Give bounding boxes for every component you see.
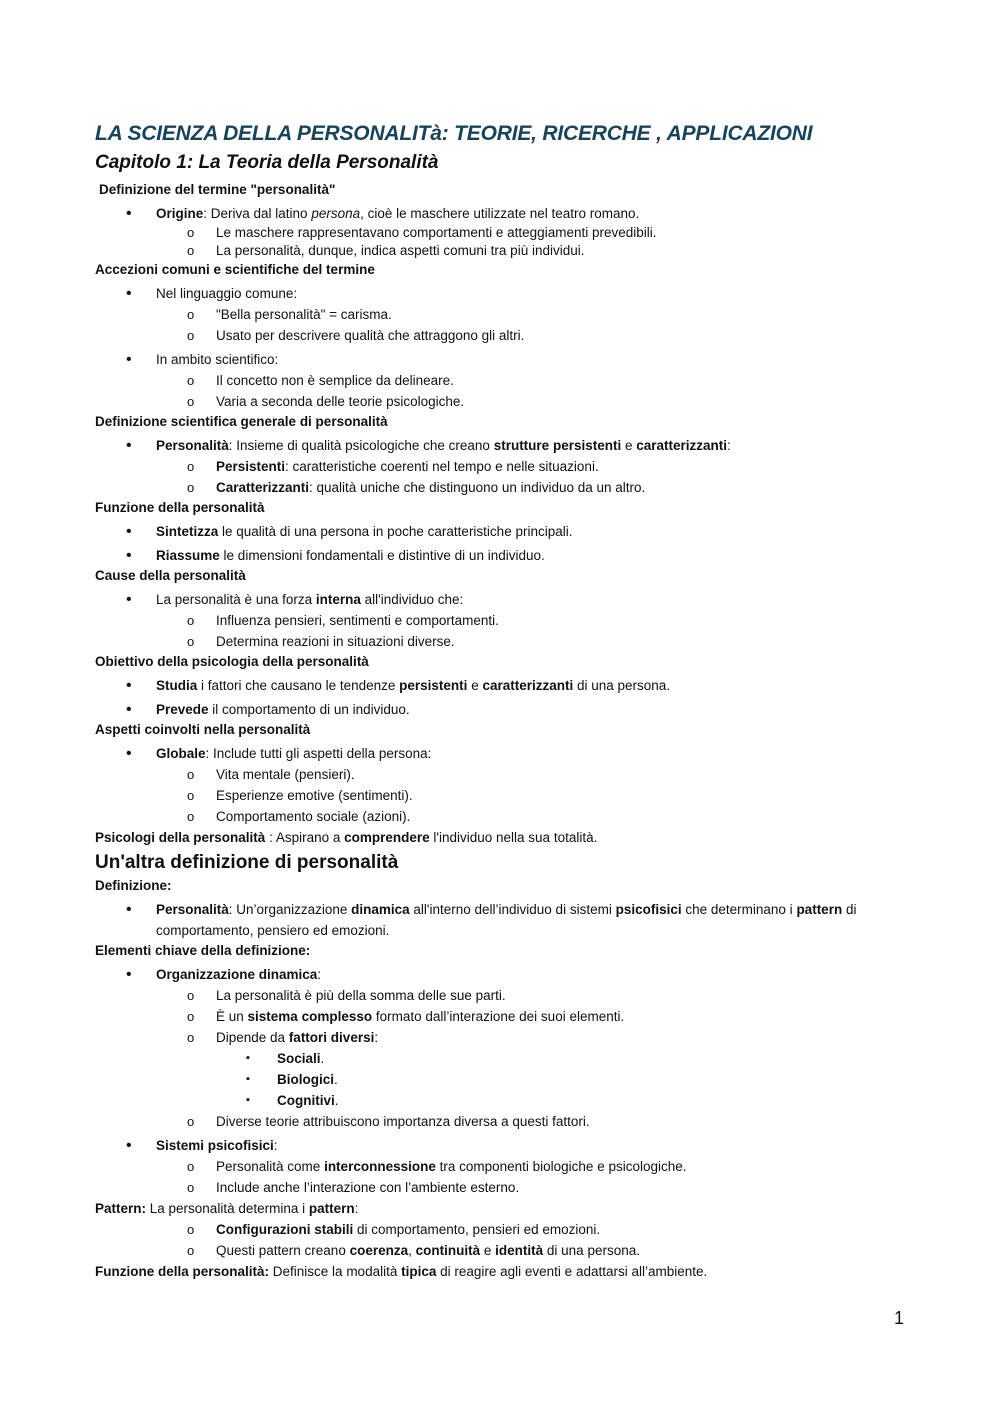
bullet-marker: •	[126, 547, 132, 564]
chapter-heading: Capitolo 1: La Teoria della Personalità	[95, 152, 439, 173]
psicologi-paragraph: Psicologi della personalità : Aspirano a comprendere l'individuo nella sua totalità.	[95, 830, 598, 845]
list-item: • Origine: Deriva dal latino persona, cioè le maschere utilizzate nel teatro romano.	[126, 205, 640, 222]
square-marker: ▪	[246, 1052, 250, 1064]
list-subitem: o Influenza pensieri, sentimenti e comportamenti.	[95, 610, 915, 631]
square-marker: ▪	[246, 1094, 250, 1106]
list-subitem: o La personalità, dunque, indica aspetti comuni tra più individui.	[187, 243, 585, 258]
circle-marker: o	[187, 459, 195, 474]
list-item: • Studia i fattori che causano le tendenze persistenti e caratterizzanti di una persona.	[126, 677, 671, 694]
page-number: 1	[893, 1308, 904, 1328]
list-subitem: o Include anche l’interazione con l’ambiente esterno.	[95, 1177, 915, 1198]
list-subitem: o Persistenti: caratteristiche coerenti nel tempo e nelle situazioni.	[95, 456, 915, 477]
circle-marker: o	[187, 1114, 195, 1129]
circle-marker: o	[187, 373, 195, 388]
bullet-marker: •	[126, 351, 132, 368]
list-item: • Personalità: Insieme di qualità psicologiche che creano strutture persistenti e caratterizzanti:	[126, 437, 731, 454]
bullet-marker: •	[126, 966, 132, 983]
bullet-marker: •	[126, 677, 132, 694]
list-item: • La personalità è una forza interna all'individuo che:	[126, 591, 464, 608]
list-subitem: o Questi pattern creano coerenza, continuità e identità di una persona.	[95, 1240, 915, 1261]
circle-marker: o	[187, 480, 195, 495]
section-heading-obiettivo: Obiettivo della psicologia della personalità	[95, 654, 369, 669]
bullet-marker: •	[126, 205, 132, 222]
list-subsubitem: ▪ Cognitivi.	[95, 1090, 915, 1111]
list-item: • Riassume le dimensioni fondamentali e distintive di un individuo.	[126, 547, 545, 564]
circle-marker: o	[187, 988, 195, 1003]
circle-marker: o	[187, 307, 195, 322]
list-item: • Sintetizza le qualità di una persona in poche caratteristiche principali.	[126, 523, 573, 540]
list-subitem: o Comportamento sociale (azioni).	[95, 806, 915, 827]
list-subitem: o Il concetto non è semplice da delineare.	[95, 370, 915, 391]
bullet-marker: •	[126, 701, 132, 718]
circle-marker: o	[187, 767, 195, 782]
document-title: LA SCIENZA DELLA PERSONALITà: TEORIE, RICERCHE , APPLICAZIONI	[95, 122, 813, 145]
list-subitem: o "Bella personalità" = carisma.	[95, 304, 915, 325]
section-heading-elementi-chiave: Elementi chiave della definizione:	[95, 943, 311, 958]
document-page	[95, 120, 915, 1282]
list-item: • In ambito scientifico:	[126, 351, 279, 368]
circle-marker: o	[187, 1009, 195, 1024]
list-subitem: o Configurazioni stabili di comportamento, pensieri ed emozioni.	[95, 1219, 915, 1240]
circle-marker: o	[187, 243, 195, 258]
circle-marker: o	[187, 1243, 195, 1258]
list-item: • Personalità: Un’organizzazione dinamica all'interno dell’individuo di sistemi psicofisici che determinano i pattern di comportamento, pensiero ed emozioni.	[126, 901, 857, 938]
bullet-marker: •	[126, 745, 132, 762]
circle-marker: o	[187, 394, 195, 409]
circle-marker: o	[187, 1222, 195, 1237]
list-item: • Organizzazione dinamica:	[126, 966, 322, 983]
list-item: • Globale: Include tutti gli aspetti della persona:	[126, 745, 432, 762]
bullet-marker: •	[126, 901, 132, 918]
list-subsubitem: ▪ Biologici.	[95, 1069, 915, 1090]
section-heading-definizione-scientifica: Definizione scientifica generale di personalità	[95, 414, 388, 429]
section-heading-cause: Cause della personalità	[95, 568, 246, 583]
pattern-paragraph: Pattern: La personalità determina i pattern:	[95, 1201, 359, 1216]
list-subitem: o Le maschere rappresentavano comportamenti e atteggiamenti prevedibili.	[187, 225, 657, 240]
list-subitem: o Caratterizzanti: qualità uniche che distinguono un individuo da un altro.	[95, 477, 915, 498]
section-heading-accezioni: Accezioni comuni e scientifiche del termine	[95, 262, 375, 277]
list-item: • Nel linguaggio comune:	[126, 285, 298, 302]
bullet-marker: •	[126, 437, 132, 454]
bullet-marker: •	[126, 1137, 132, 1154]
list-subsubitem: ▪ Sociali.	[95, 1048, 915, 1069]
list-subitem: o Personalità come interconnessione tra componenti biologiche e psicologiche.	[95, 1156, 915, 1177]
section-heading-definizione: Definizione del termine "personalità"	[99, 182, 336, 197]
list-subitem: o La personalità è più della somma delle sue parti.	[95, 985, 915, 1006]
circle-marker: o	[187, 1180, 195, 1195]
circle-marker: o	[187, 809, 195, 824]
list-subitem: o Esperienze emotive (sentimenti).	[95, 785, 915, 806]
bullet-marker: •	[126, 591, 132, 608]
list-subitem: o Dipende da fattori diversi:	[95, 1027, 915, 1048]
bullet-marker: •	[126, 523, 132, 540]
section-heading-aspetti: Aspetti coinvolti nella personalità	[95, 722, 311, 737]
list-subitem: o Diverse teorie attribuiscono importanza diversa a questi fattori.	[95, 1111, 915, 1132]
circle-marker: o	[187, 328, 195, 343]
list-subitem: o Vita mentale (pensieri).	[95, 764, 915, 785]
circle-marker: o	[187, 1159, 195, 1174]
list-item: • Sistemi psicofisici:	[126, 1137, 278, 1154]
list-subitem: o Determina reazioni in situazioni diverse.	[95, 631, 915, 652]
list-subitem: o Varia a seconda delle teorie psicologiche.	[95, 391, 915, 412]
section-heading-definizione-2: Definizione:	[95, 878, 172, 893]
circle-marker: o	[187, 788, 195, 803]
section-title-altra-definizione: Un'altra definizione di personalità	[95, 852, 399, 873]
circle-marker: o	[187, 225, 195, 240]
square-marker: ▪	[246, 1073, 250, 1085]
circle-marker: o	[187, 1030, 195, 1045]
circle-marker: o	[187, 634, 195, 649]
circle-marker: o	[187, 613, 195, 628]
section-heading-funzione: Funzione della personalità	[95, 500, 265, 515]
list-item: • Prevede il comportamento di un individuo.	[126, 701, 410, 718]
funzione-paragraph: Funzione della personalità: Definisce la modalità tipica di reagire agli eventi e adattarsi all’ambiente.	[95, 1264, 708, 1279]
bullet-marker: •	[126, 285, 132, 302]
list-subitem: o Usato per descrivere qualità che attraggono gli altri.	[95, 325, 915, 346]
list-subitem: o È un sistema complesso formato dall’interazione dei suoi elementi.	[95, 1006, 915, 1027]
